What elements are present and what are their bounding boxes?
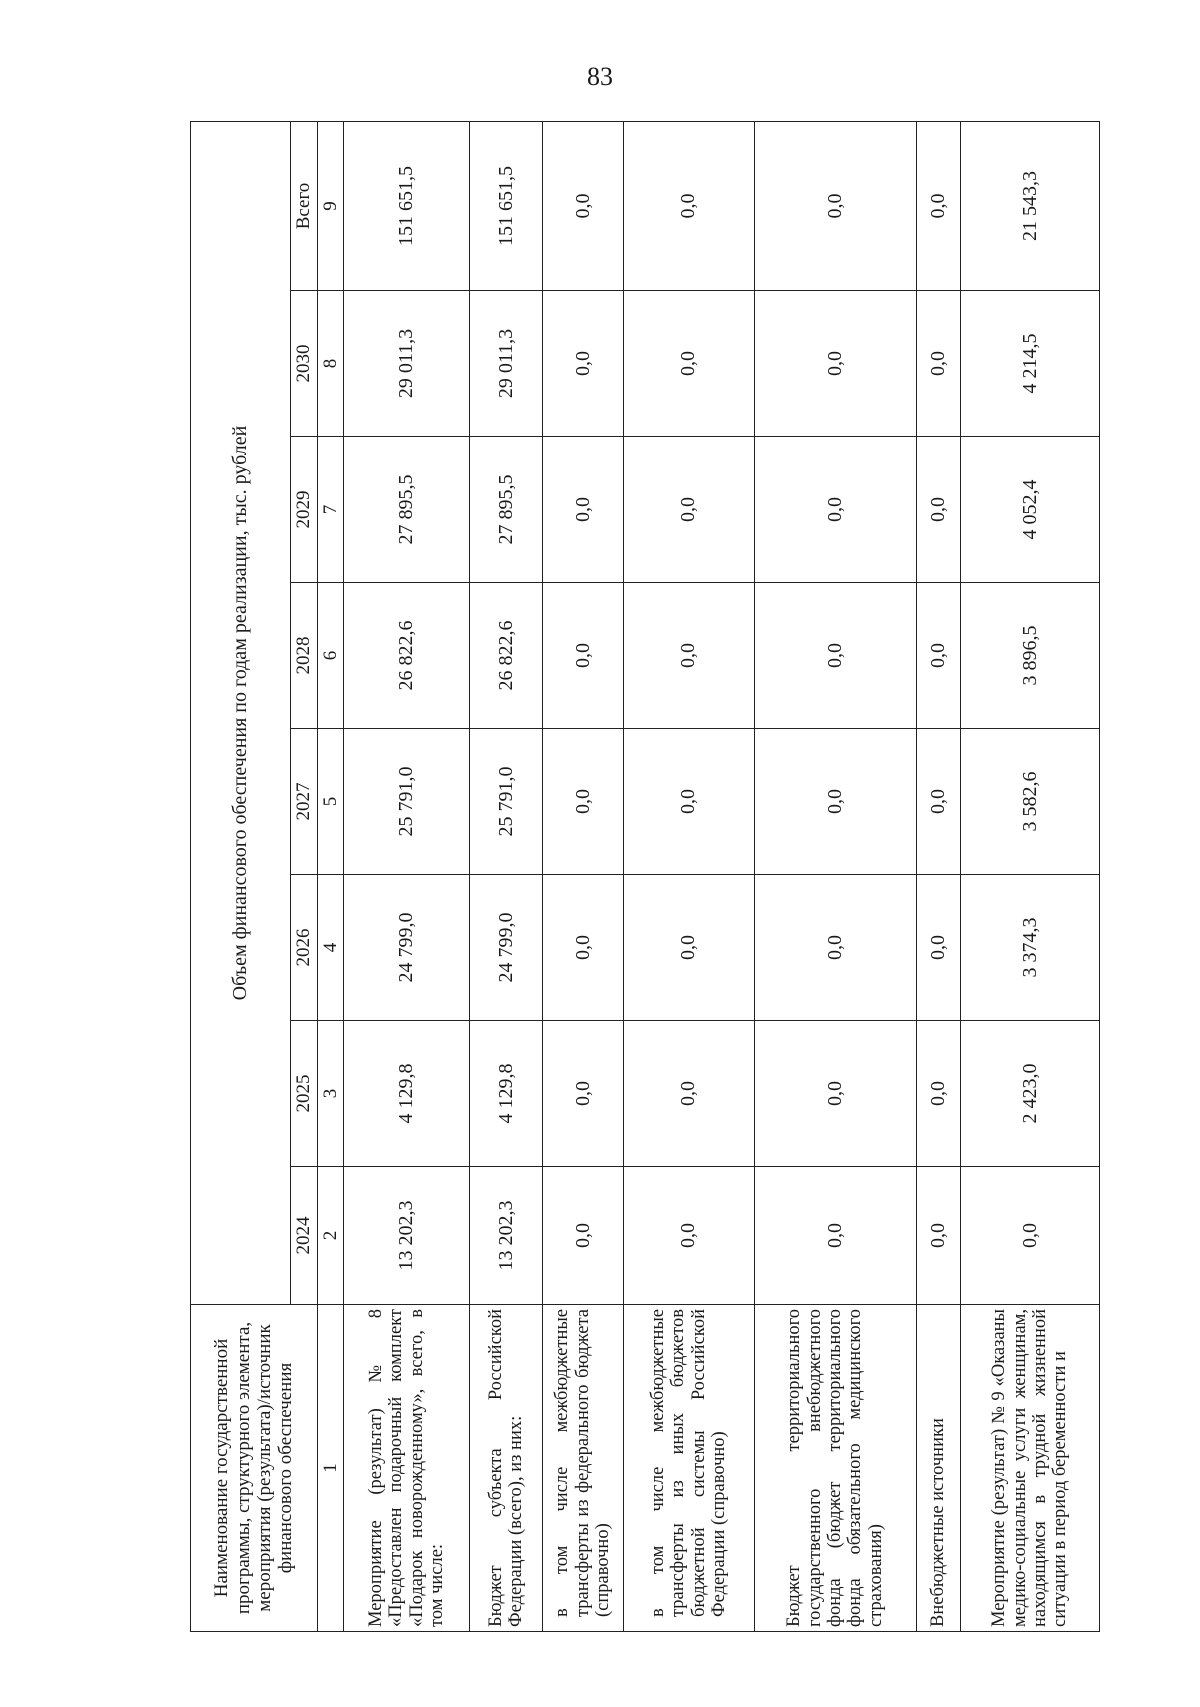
row-name: в том числе межбюджетные трансферты из федерального бюджета (справочно) (543, 1305, 624, 1632)
row-value-total: 0,0 (623, 121, 754, 290)
row-value: 0,0 (754, 1021, 916, 1167)
row-value: 29 011,3 (344, 291, 470, 437)
header-year-2030: 2030 (291, 291, 318, 437)
column-number: 7 (318, 437, 344, 583)
row-value: 25 791,0 (469, 729, 542, 875)
row-value-total: 151 651,5 (469, 121, 542, 290)
row-value-total: 21 543,3 (960, 121, 1099, 290)
column-number: 6 (318, 583, 344, 729)
row-value: 0,0 (916, 291, 960, 437)
row-value: 13 202,3 (469, 1167, 542, 1305)
row-value: 25 791,0 (344, 729, 470, 875)
row-value: 4 214,5 (960, 291, 1099, 437)
header-year-2029: 2029 (291, 437, 318, 583)
row-value: 0,0 (623, 729, 754, 875)
row-name: Бюджет субъекта Российской Федерации (всего), из них: (469, 1305, 542, 1632)
header-year-2025: 2025 (291, 1021, 318, 1167)
row-value: 0,0 (623, 583, 754, 729)
row-value: 0,0 (543, 291, 624, 437)
row-value-total: 0,0 (754, 121, 916, 290)
row-value: 0,0 (543, 1021, 624, 1167)
column-number: 1 (318, 1305, 344, 1632)
row-name: Мероприятие (результат) № 9 «Оказаны медико-социальные услуги женщинам, находящимся в трудной жизненной ситуации в период беременности и (960, 1305, 1099, 1632)
row-value: 0,0 (916, 1167, 960, 1305)
row-value-total: 0,0 (543, 121, 624, 290)
row-value: 0,0 (754, 729, 916, 875)
row-value: 3 374,3 (960, 875, 1099, 1021)
table-row (754, 121, 916, 1631)
header-year-2024: 2024 (291, 1167, 318, 1305)
row-value: 27 895,5 (469, 437, 542, 583)
row-value: 0,0 (754, 1167, 916, 1305)
row-value: 26 822,6 (469, 583, 542, 729)
row-value: 26 822,6 (344, 583, 470, 729)
row-value: 0,0 (623, 437, 754, 583)
row-value: 0,0 (623, 291, 754, 437)
row-value: 24 799,0 (344, 875, 470, 1021)
column-number: 9 (318, 121, 344, 290)
header-year-2027: 2027 (291, 729, 318, 875)
row-value: 3 582,6 (960, 729, 1099, 875)
header-group-title: Объем финансового обеспечения по годам реализации, тыс. рублей (191, 121, 291, 1304)
table-row (916, 121, 960, 1631)
row-value-total: 0,0 (916, 121, 960, 290)
row-value: 0,0 (960, 1167, 1099, 1305)
row-value-total: 151 651,5 (344, 121, 470, 290)
row-value: 4 052,4 (960, 437, 1099, 583)
row-value: 0,0 (916, 875, 960, 1021)
column-number: 2 (318, 1167, 344, 1305)
table-row (469, 121, 542, 1631)
row-value: 0,0 (916, 1021, 960, 1167)
header-total: Всего (291, 121, 318, 290)
row-value: 4 129,8 (344, 1021, 470, 1167)
row-value: 0,0 (623, 1167, 754, 1305)
financing-table (190, 121, 1100, 1632)
header-year-2026: 2026 (291, 875, 318, 1021)
row-value: 29 011,3 (469, 291, 542, 437)
row-value: 24 799,0 (469, 875, 542, 1021)
row-value: 4 129,8 (469, 1021, 542, 1167)
row-value: 3 896,5 (960, 583, 1099, 729)
row-value: 0,0 (754, 583, 916, 729)
row-value: 0,0 (543, 1167, 624, 1305)
row-value: 0,0 (754, 437, 916, 583)
row-value: 0,0 (916, 583, 960, 729)
column-number: 8 (318, 291, 344, 437)
row-value: 2 423,0 (960, 1021, 1099, 1167)
row-name: Внебюджетные источники (916, 1305, 960, 1632)
header-year-2028: 2028 (291, 583, 318, 729)
column-number: 4 (318, 875, 344, 1021)
row-value: 0,0 (916, 437, 960, 583)
row-value: 0,0 (543, 729, 624, 875)
row-value: 0,0 (543, 437, 624, 583)
column-number: 3 (318, 1021, 344, 1167)
rotated-table-container (190, 122, 1100, 1632)
row-value: 0,0 (543, 583, 624, 729)
row-name: в том числе межбюджетные трансферты из иных бюджетов бюджетной системы Российской Федерации (справочно) (623, 1305, 754, 1632)
row-name: Бюджет территориального государственного внебюджетного фонда (бюджет территориального фонда обязательного медицинского страхования) (754, 1305, 916, 1632)
column-number: 5 (318, 729, 344, 875)
table-row (344, 121, 470, 1631)
row-value: 27 895,5 (344, 437, 470, 583)
row-value: 0,0 (543, 875, 624, 1021)
page-number: 83 (587, 62, 613, 91)
header-name-column: Наименование государственной программы, структурного элемента, мероприятия (результата)/источник финансового обеспечения (191, 1305, 318, 1632)
row-value: 0,0 (916, 729, 960, 875)
table-row (543, 121, 624, 1631)
row-value: 13 202,3 (344, 1167, 470, 1305)
table-row (960, 121, 1099, 1631)
row-value: 0,0 (623, 1021, 754, 1167)
row-name: Мероприятие (результат) № 8 «Предоставлен подарочный комплект «Подарок новорожденному», всего, в том числе: (344, 1305, 470, 1632)
row-value: 0,0 (754, 291, 916, 437)
row-value: 0,0 (754, 875, 916, 1021)
row-value: 0,0 (623, 875, 754, 1021)
table-row (623, 121, 754, 1631)
